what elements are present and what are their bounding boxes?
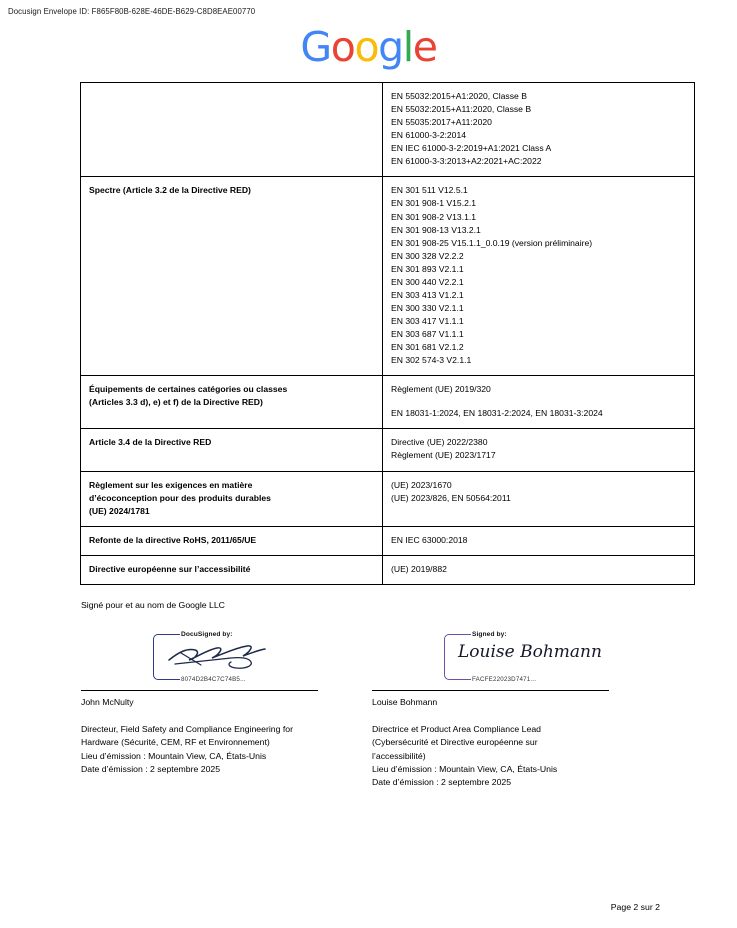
- detail-line: Lieu d’émission : Mountain View, CA, États-Unis: [81, 750, 267, 761]
- signatory-block-right: [372, 630, 662, 789]
- stamp-label-right: Signed by:: [472, 631, 507, 638]
- stamp-tick-bottom-icon: [164, 679, 180, 680]
- docusign-envelope-id: Docusign Envelope ID: F865F80B-628E-46DE-B629-C8D8EAE00770: [8, 7, 256, 16]
- signatory-details-left: [81, 723, 371, 776]
- stamp-tick-top-icon: [455, 634, 471, 635]
- cell-line: Directive (UE) 2022/2380: [391, 437, 488, 448]
- cell-line: (UE) 2023/1670: [391, 479, 452, 490]
- detail-line: (Cybersécurité et Directive européenne sur: [372, 737, 538, 748]
- cell-line: EN 301 511 V12.5.1: [391, 185, 468, 196]
- handwritten-signature-right: Louise Bohmann: [458, 642, 602, 662]
- signatory-block-left: [81, 630, 371, 776]
- table-row: [81, 471, 695, 526]
- stamp-tick-bottom-icon: [455, 679, 471, 680]
- cell-line: (UE) 2024/1781: [89, 505, 150, 516]
- page-number-footer: Page 2 sur 2: [610, 902, 660, 912]
- detail-line: Directrice et Product Area Compliance Lead: [372, 724, 542, 735]
- table-cell-standards: [383, 83, 695, 177]
- docusign-stamp-right: [444, 630, 614, 688]
- table-cell-requirement: [81, 177, 383, 376]
- google-logo: [0, 23, 737, 71]
- cell-line: EN IEC 63000:2018: [391, 534, 468, 545]
- standards-table: [80, 82, 695, 585]
- stamp-bracket-icon: [444, 634, 455, 680]
- table-cell-requirement: [81, 429, 383, 471]
- table-cell-requirement: [81, 83, 383, 177]
- table-cell-standards: [383, 526, 695, 555]
- table-cell-standards: [383, 555, 695, 584]
- table-cell-requirement: [81, 471, 383, 526]
- detail-line: l’accessibilité): [372, 750, 426, 761]
- cell-line: EN 301 908-13 V13.2.1: [391, 224, 481, 235]
- cell-line: EN 61000-3-3:2013+A2:2021+AC:2022: [391, 156, 542, 167]
- cell-line: d’écoconception pour des produits durables: [89, 492, 271, 503]
- cell-line: EN 301 908-1 V15.2.1: [391, 198, 477, 209]
- logo-letter-o2: o: [354, 23, 379, 71]
- cell-line: EN 61000-3-2:2014: [391, 130, 467, 141]
- stamp-bracket-icon: [153, 634, 164, 680]
- signatory-name-right: Louise Bohmann: [372, 697, 438, 707]
- table-cell-standards: [383, 376, 695, 429]
- cell-line: EN 301 681 V2.1.2: [391, 342, 464, 353]
- cell-line: Équipements de certaines catégories ou classes: [89, 384, 288, 395]
- cell-line: EN 301 908-2 V13.1.1: [391, 211, 477, 222]
- signed-for-text: Signé pour et au nom de Google LLC: [81, 600, 225, 610]
- docusign-stamp-left: [153, 630, 323, 688]
- table-row: [81, 83, 695, 177]
- cell-line: EN IEC 61000-3-2:2019+A1:2021 Class A: [391, 143, 552, 154]
- cell-line: (UE) 2023/826, EN 50564:2011: [391, 492, 511, 503]
- stamp-label-left: DocuSigned by:: [181, 631, 233, 638]
- signatory-name-left: John McNulty: [81, 697, 134, 707]
- cell-line: EN 300 330 V2.1.1: [391, 302, 464, 313]
- cell-spacer: [391, 396, 686, 407]
- cell-line: Règlement (UE) 2023/1717: [391, 450, 496, 461]
- cell-line: EN 303 413 V1.2.1: [391, 289, 464, 300]
- cell-line: EN 300 328 V2.2.2: [391, 250, 464, 261]
- table-cell-requirement: [81, 526, 383, 555]
- logo-letter-e: e: [412, 23, 437, 71]
- cell-line: EN 301 908-25 V15.1.1_0.0.19 (version préliminaire): [391, 237, 593, 248]
- table-row: [81, 429, 695, 471]
- table-row: [81, 177, 695, 376]
- table-cell-requirement: [81, 555, 383, 584]
- stamp-id-right: FACFE22023D7471...: [472, 676, 537, 683]
- cell-line: EN 302 574-3 V2.1.1: [391, 355, 472, 366]
- cell-line: EN 301 893 V2.1.1: [391, 263, 464, 274]
- cell-line: Règlement sur les exigences en matière: [89, 479, 253, 490]
- cell-line: EN 55035:2017+A11:2020: [391, 117, 492, 128]
- signatory-details-right: [372, 723, 662, 789]
- table-row: [81, 526, 695, 555]
- cell-line: Règlement (UE) 2019/320: [391, 384, 491, 395]
- detail-line: Date d’émission : 2 septembre 2025: [372, 777, 512, 788]
- logo-letter-o1: o: [330, 23, 355, 71]
- table-cell-requirement: [81, 376, 383, 429]
- cell-line: EN 303 687 V1.1.1: [391, 329, 464, 340]
- handwritten-signature-left: [165, 641, 270, 677]
- cell-line: Spectre (Article 3.2 de la Directive RED): [89, 185, 251, 196]
- stamp-tick-top-icon: [164, 634, 180, 635]
- cell-line: EN 303 417 V1.1.1: [391, 316, 464, 326]
- cell-line: EN 300 440 V2.2.1: [391, 276, 464, 287]
- cell-line: Refonte de la directive RoHS, 2011/65/UE: [89, 534, 257, 545]
- table-cell-standards: [383, 471, 695, 526]
- table-cell-standards: [383, 177, 695, 376]
- cell-line: EN 18031-1:2024, EN 18031-2:2024, EN 18031-3:2024: [391, 408, 603, 419]
- logo-letter-g1: G: [300, 23, 331, 71]
- signature-line-left: [81, 690, 318, 691]
- table-row: [81, 555, 695, 584]
- signature-line-right: [372, 690, 609, 691]
- table-cell-standards: [383, 429, 695, 471]
- cell-line: Article 3.4 de la Directive RED: [89, 437, 212, 448]
- detail-line: Directeur, Field Safety and Compliance Engineering for: [81, 724, 293, 735]
- cell-line: Directive européenne sur l’accessibilité: [89, 563, 251, 574]
- logo-letter-g2: g: [378, 23, 403, 71]
- detail-line: Lieu d’émission : Mountain View, CA, États-Unis: [372, 763, 558, 774]
- cell-line: (Articles 3.3 d), e) et f) de la Directive RED): [89, 397, 263, 408]
- detail-line: Date d’émission : 2 septembre 2025: [81, 763, 221, 774]
- stamp-id-left: 8074D2B4C7C74B5...: [181, 676, 246, 683]
- logo-letter-l: l: [402, 23, 413, 71]
- cell-line: EN 55032:2015+A1:2020, Classe B: [391, 91, 527, 101]
- cell-line: (UE) 2019/882: [391, 563, 447, 574]
- detail-line: Hardware (Sécurité, CEM, RF et Environnement): [81, 737, 270, 748]
- table-row: [81, 376, 695, 429]
- cell-line: EN 55032:2015+A11:2020, Classe B: [391, 104, 532, 115]
